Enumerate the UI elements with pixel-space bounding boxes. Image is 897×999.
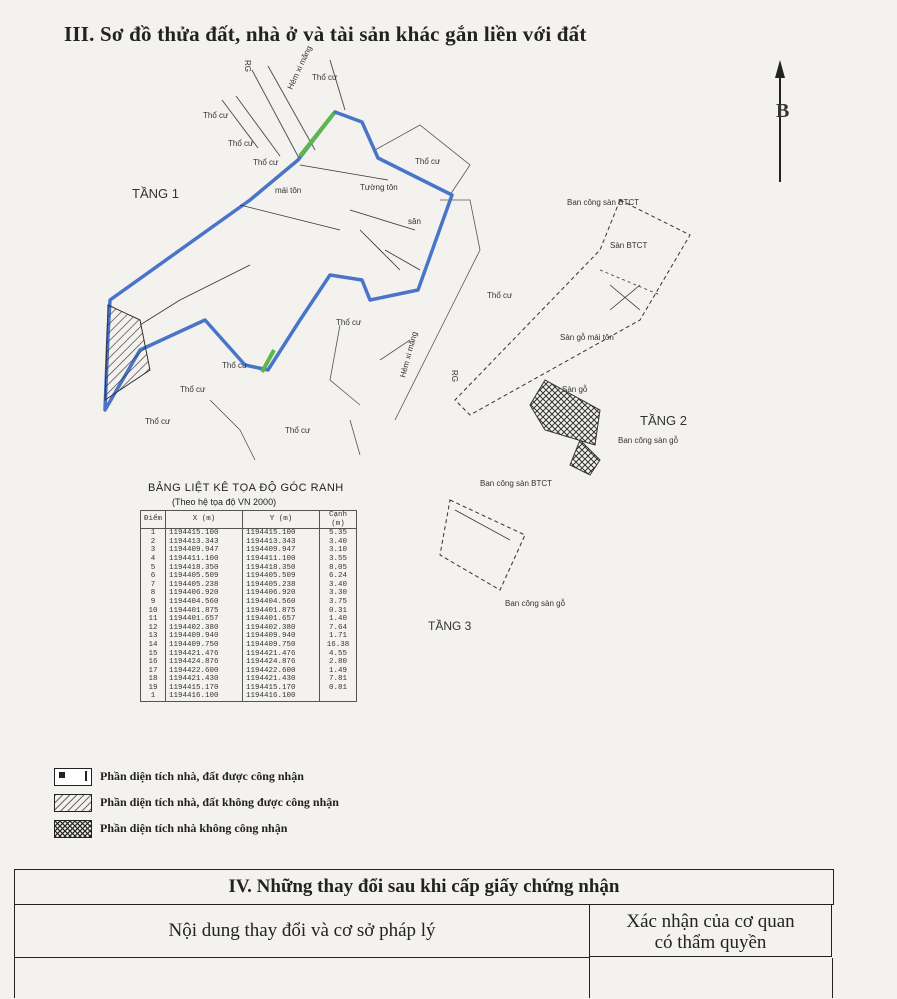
coord-cell-y: 1194415.170 xyxy=(243,684,320,693)
coord-cell-x: 1194413.343 xyxy=(166,538,243,547)
changes-content-cell[interactable] xyxy=(14,958,590,998)
coord-cell-x: 1194409.947 xyxy=(166,546,243,555)
floor-2-label: TẦNG 2 xyxy=(640,413,687,428)
legend-house-not-recognized-text: Phần diện tích nhà không công nhận xyxy=(100,821,288,835)
label-ban-cong-san-go: Ban công sàn gỗ xyxy=(618,436,679,445)
section-title: III. Sơ đồ thửa đất, nhà ở và tài sản khác gắn liền với đất xyxy=(64,22,587,46)
coord-cell-e: 0.31 xyxy=(320,607,357,616)
coord-cell-e: 3.30 xyxy=(320,589,357,598)
label-tho-cu-6: Thổ cư xyxy=(487,291,513,300)
coord-cell-y: 1194402.380 xyxy=(243,624,320,633)
coord-cell-y: 1194409.940 xyxy=(243,632,320,641)
coord-cell-e: 0.81 xyxy=(320,684,357,693)
coord-cell-y: 1194418.350 xyxy=(243,564,320,573)
label-tuong-ton: Tường tôn xyxy=(360,183,398,192)
label-tho-cu-7: Thổ cư xyxy=(336,318,362,327)
coord-cell-y: 1194404.560 xyxy=(243,598,320,607)
coord-cell-x: 1194421.430 xyxy=(166,675,243,684)
changes-col-confirmation xyxy=(590,905,832,957)
coord-cell-pt: 14 xyxy=(141,641,166,650)
coord-row xyxy=(141,692,357,701)
coord-cell-x: 1194405.509 xyxy=(166,572,243,581)
coord-cell-x: 1194404.560 xyxy=(166,598,243,607)
coord-cell-e: 3.40 xyxy=(320,538,357,547)
changes-col-content: Nội dung thay đổi và cơ sở pháp lý xyxy=(14,905,590,958)
changes-table xyxy=(14,869,834,999)
coord-cell-pt: 8 xyxy=(141,589,166,598)
coord-cell-y: 1194406.920 xyxy=(243,589,320,598)
coord-cell-e: 2.80 xyxy=(320,658,357,667)
coord-cell-pt: 7 xyxy=(141,581,166,590)
coord-cell-y: 1194415.100 xyxy=(243,529,320,538)
coord-cell-e: 6.24 xyxy=(320,572,357,581)
coord-cell-x: 1194418.350 xyxy=(166,564,243,573)
coord-row xyxy=(141,684,357,693)
coord-cell-x: 1194401.657 xyxy=(166,615,243,624)
label-ban-cong-btct-3: Ban công sàn BTCT xyxy=(480,479,553,488)
coord-cell-pt: 15 xyxy=(141,650,166,659)
coord-cell-pt: 11 xyxy=(141,615,166,624)
coord-cell-pt: 18 xyxy=(141,675,166,684)
coord-cell-x: 1194416.100 xyxy=(166,692,243,701)
label-mai-ton: mái tôn xyxy=(275,186,302,195)
coord-cell-pt: 1 xyxy=(141,529,166,538)
label-ban-cong-san-go-3: Ban công sàn gỗ xyxy=(505,599,566,608)
coord-cell-x: 1194424.876 xyxy=(166,658,243,667)
label-san-go: Sàn gỗ xyxy=(562,385,588,394)
coord-cell-y: 1194411.100 xyxy=(243,555,320,564)
coord-cell-e: 7.81 xyxy=(320,675,357,684)
coord-cell-pt: 1 xyxy=(141,692,166,701)
coord-cell-pt: 3 xyxy=(141,546,166,555)
coord-cell-pt: 10 xyxy=(141,607,166,616)
coord-cell-pt: 4 xyxy=(141,555,166,564)
coord-cell-y: 1194413.343 xyxy=(243,538,320,547)
legend-cross-swatch xyxy=(54,820,92,838)
coord-cell-e xyxy=(320,692,357,701)
coord-row xyxy=(141,538,357,547)
coord-cell-x: 1194402.380 xyxy=(166,624,243,633)
coord-cell-e: 3.10 xyxy=(320,546,357,555)
coord-cell-y: 1194405.509 xyxy=(243,572,320,581)
coord-cell-e: 16.38 xyxy=(320,641,357,650)
coord-cell-e: 3.75 xyxy=(320,598,357,607)
coord-header-y: Y (m) xyxy=(243,511,320,529)
coord-row xyxy=(141,529,357,538)
coord-row xyxy=(141,564,357,573)
label-rg-2: RG xyxy=(450,370,459,382)
coord-row xyxy=(141,667,357,676)
coord-cell-e: 3.55 xyxy=(320,555,357,564)
coord-row xyxy=(141,632,357,641)
coord-row xyxy=(141,675,357,684)
coord-cell-pt: 16 xyxy=(141,658,166,667)
label-tho-cu-4: Thổ cư xyxy=(253,158,279,167)
coord-row xyxy=(141,546,357,555)
label-hem: Hẻm xi măng xyxy=(398,330,420,379)
coord-table-body xyxy=(141,529,357,702)
legend-hatch-swatch xyxy=(54,794,92,812)
coord-row xyxy=(141,641,357,650)
coord-cell-x: 1194401.875 xyxy=(166,607,243,616)
coord-row xyxy=(141,598,357,607)
floor-3-plan xyxy=(440,500,525,590)
coord-cell-y: 1194421.476 xyxy=(243,650,320,659)
coord-cell-x: 1194409.750 xyxy=(166,641,243,650)
green-edge xyxy=(300,113,334,156)
label-tho-cu-8: Thổ cư xyxy=(222,361,248,370)
coord-cell-pt: 9 xyxy=(141,598,166,607)
coord-cell-e: 3.40 xyxy=(320,581,357,590)
coord-cell-pt: 5 xyxy=(141,564,166,573)
coord-row xyxy=(141,615,357,624)
coord-cell-pt: 12 xyxy=(141,624,166,633)
coord-cell-e: 4.55 xyxy=(320,650,357,659)
coord-cell-x: 1194409.940 xyxy=(166,632,243,641)
coord-row xyxy=(141,572,357,581)
recognized-boundary xyxy=(105,112,452,410)
changes-confirmation-cell[interactable] xyxy=(590,958,833,998)
floor-1-label: TẦNG 1 xyxy=(132,186,179,201)
coord-cell-x: 1194415.170 xyxy=(166,684,243,693)
coord-table-subtitle: (Theo hệ tọa độ VN 2000) xyxy=(172,497,277,507)
coord-row xyxy=(141,607,357,616)
coord-cell-pt: 6 xyxy=(141,572,166,581)
label-tho-cu-5: Thổ cư xyxy=(415,157,441,166)
coord-cell-pt: 17 xyxy=(141,667,166,676)
coord-cell-x: 1194422.600 xyxy=(166,667,243,676)
coord-cell-x: 1194421.476 xyxy=(166,650,243,659)
coord-header-edge: Cạnh (m) xyxy=(320,511,357,529)
neighbour-parcels xyxy=(210,125,480,460)
coord-cell-pt: 2 xyxy=(141,538,166,547)
label-tho-cu-2: Thổ cư xyxy=(203,111,229,120)
label-tho-cu-1: Thổ cư xyxy=(312,73,338,82)
coord-cell-x: 1194415.100 xyxy=(166,529,243,538)
coord-cell-e: 5.35 xyxy=(320,529,357,538)
legend-recognized-text: Phần diện tích nhà, đất được công nhận xyxy=(100,769,304,783)
coord-cell-y: 1194421.430 xyxy=(243,675,320,684)
coord-row xyxy=(141,658,357,667)
coord-cell-y: 1194405.238 xyxy=(243,581,320,590)
coord-cell-pt: 13 xyxy=(141,632,166,641)
label-tho-cu-10: Thổ cư xyxy=(145,417,171,426)
coord-cell-x: 1194406.920 xyxy=(166,589,243,598)
changes-col-confirmation-line2: có thẩm quyền xyxy=(654,932,767,953)
label-tho-cu-9: Thổ cư xyxy=(180,385,206,394)
coord-cell-x: 1194411.100 xyxy=(166,555,243,564)
changes-col-confirmation-line1: Xác nhận của cơ quan xyxy=(626,911,795,932)
coord-cell-e: 1.71 xyxy=(320,632,357,641)
label-rg-1: RG xyxy=(243,60,252,72)
label-tho-cu-3: Thổ cư xyxy=(228,139,254,148)
north-label: B xyxy=(776,100,790,122)
coord-table-title: BẢNG LIỆT KÊ TỌA ĐỘ GÓC RANH xyxy=(148,482,344,494)
changes-title: IV. Những thay đổi sau khi cấp giấy chứng nhận xyxy=(14,869,834,905)
coord-cell-pt: 19 xyxy=(141,684,166,693)
coord-header-x: X (m) xyxy=(166,511,243,529)
label-san-go-mai-ton: Sàn gỗ mái tôn xyxy=(560,333,614,342)
coord-cell-e: 1.40 xyxy=(320,615,357,624)
coord-cell-y: 1194424.876 xyxy=(243,658,320,667)
coord-row xyxy=(141,650,357,659)
hatched-area xyxy=(105,305,150,400)
coord-cell-y: 1194422.600 xyxy=(243,667,320,676)
label-tho-cu-11: Thổ cư xyxy=(285,426,311,435)
label-san: sân xyxy=(408,217,421,226)
label-hem-top: Hẻm xi măng xyxy=(285,44,314,91)
coord-cell-y: 1194401.657 xyxy=(243,615,320,624)
label-ban-cong-btct: Ban công sàn BTCT xyxy=(567,198,640,207)
coord-cell-e: 1.49 xyxy=(320,667,357,676)
coord-cell-y: 1194416.100 xyxy=(243,692,320,701)
coord-table xyxy=(140,510,357,702)
coord-row xyxy=(141,555,357,564)
coord-cell-y: 1194409.750 xyxy=(243,641,320,650)
coord-cell-x: 1194405.238 xyxy=(166,581,243,590)
coord-cell-y: 1194409.947 xyxy=(243,546,320,555)
coord-cell-e: 7.64 xyxy=(320,624,357,633)
coord-row xyxy=(141,589,357,598)
coord-header-point: Điểm xyxy=(141,511,166,529)
coord-row xyxy=(141,624,357,633)
coord-cell-y: 1194401.875 xyxy=(243,607,320,616)
legend-recognized-swatch xyxy=(54,768,92,786)
coord-row xyxy=(141,581,357,590)
label-san-btct: Sàn BTCT xyxy=(610,241,648,250)
legend-not-recognized-text: Phần diện tích nhà, đất không được công nhận xyxy=(100,795,339,809)
floor-3-label: TẦNG 3 xyxy=(428,619,472,633)
coord-cell-e: 8.05 xyxy=(320,564,357,573)
